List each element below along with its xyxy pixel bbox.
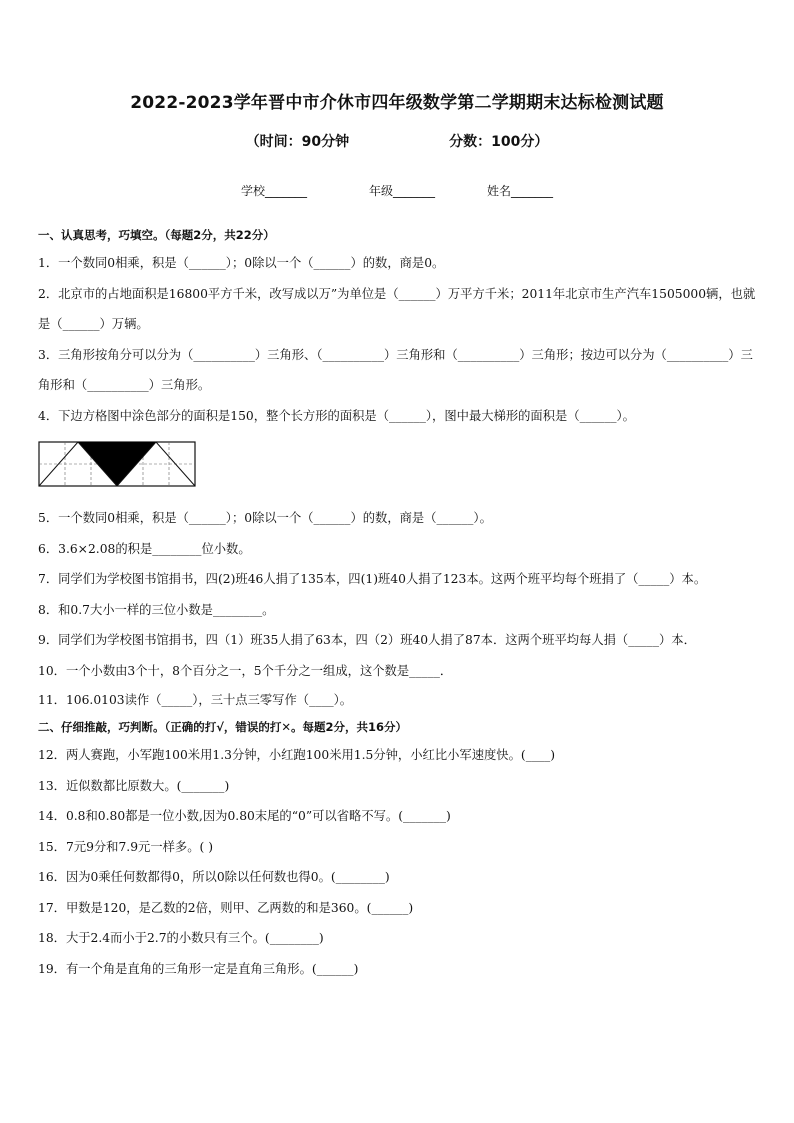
question-2: 2．北京市的占地面积是16800平方千米，改写成以万”为单位是（______）万平方千米；2011年北京市生产汽车1505000辆，也就是（______）万辆。 xyxy=(38,286,756,331)
question-11: 11．106.0103读作（_____），三十点三零写作（____）。 xyxy=(38,693,353,707)
question-12: 12．两人赛跑，小军跑100米用1.3分钟，小红跑100米用1.5分钟，小红比小军速度快。(____) xyxy=(38,748,556,762)
exam-score: 分数：100分） xyxy=(449,134,549,150)
section-heading-fill: 一、认真思考，巧填空。（每题2分，共22分） xyxy=(38,228,275,242)
question-6: 6．3.6×2.08的积是________位小数。 xyxy=(38,541,251,556)
grid-figure xyxy=(38,441,760,503)
question-14: 14．0.8和0.80都是一位小数,因为0.80末尾的“0”可以省略不写。(_______) xyxy=(38,809,451,823)
question-1: 1．一个数同0相乘，积是（______）；0除以一个（______）的数，商是0。 xyxy=(38,256,445,270)
name-field[interactable]: 姓名_______ xyxy=(487,184,554,198)
question-16: 16．因为0乘任何数都得0，所以0除以任何数也得0。(________) xyxy=(38,870,390,884)
section-heading-judge: 二、仔细推敲，巧判断。（正确的打√，错误的打✕。每题2分，共16分） xyxy=(38,720,408,734)
question-5: 5．一个数同0相乘，积是（______）；0除以一个（______）的数，商是（______）。 xyxy=(38,511,492,525)
question-list xyxy=(38,222,760,984)
grade-field[interactable]: 年级_______ xyxy=(368,184,435,198)
grid-rectangle-diagram xyxy=(38,441,196,487)
exam-time: （时间：90分钟 xyxy=(245,134,350,150)
question-19: 19．有一个角是直角的三角形一定是直角三角形。(______) xyxy=(38,961,359,976)
question-17: 17．甲数是120，是乙数的2倍，则甲、乙两数的和是360。(______) xyxy=(38,900,414,915)
page-title: 2022-2023学年晋中市介休市四年级数学第二学期期末达标检测试题 xyxy=(130,93,664,113)
school-field[interactable]: 学校_______ xyxy=(240,184,307,198)
question-10: 10．一个小数由3个十，8个百分之一，5个千分之一组成，这个数是_____． xyxy=(38,663,453,678)
question-9: 9．同学们为学校图书馆捐书，四（1）班35人捐了63本，四（2）班40人捐了87本．这两个班平均每人捐（_____）本． xyxy=(38,633,696,647)
question-7: 7．同学们为学校图书馆捐书，四(2)班46人捐了135本，四(1)班40人捐了123本。这两个班平均每个班捐了（_____）本。 xyxy=(38,572,707,586)
question-3: 3．三角形按角分可以分为（__________）三角形、（__________）三角形和（__________）三角形；按边可以分为（__________）三角形和（__________）三角形。 xyxy=(38,347,753,392)
question-8: 8．和0.7大小一样的三位小数是________。 xyxy=(38,602,275,617)
question-15: 15．7元9分和7.9元一样多。( ) xyxy=(38,839,214,854)
exam-subtitle xyxy=(0,131,794,151)
student-info xyxy=(0,182,794,199)
question-18: 18．大于2.4而小于2.7的小数只有三个。(________) xyxy=(38,931,324,945)
question-13: 13．近似数都比原数大。(_______) xyxy=(38,778,230,793)
question-4: 4．下边方格图中涂色部分的面积是150，整个长方形的面积是（______），图中最大梯形的面积是（______）。 xyxy=(38,408,635,423)
